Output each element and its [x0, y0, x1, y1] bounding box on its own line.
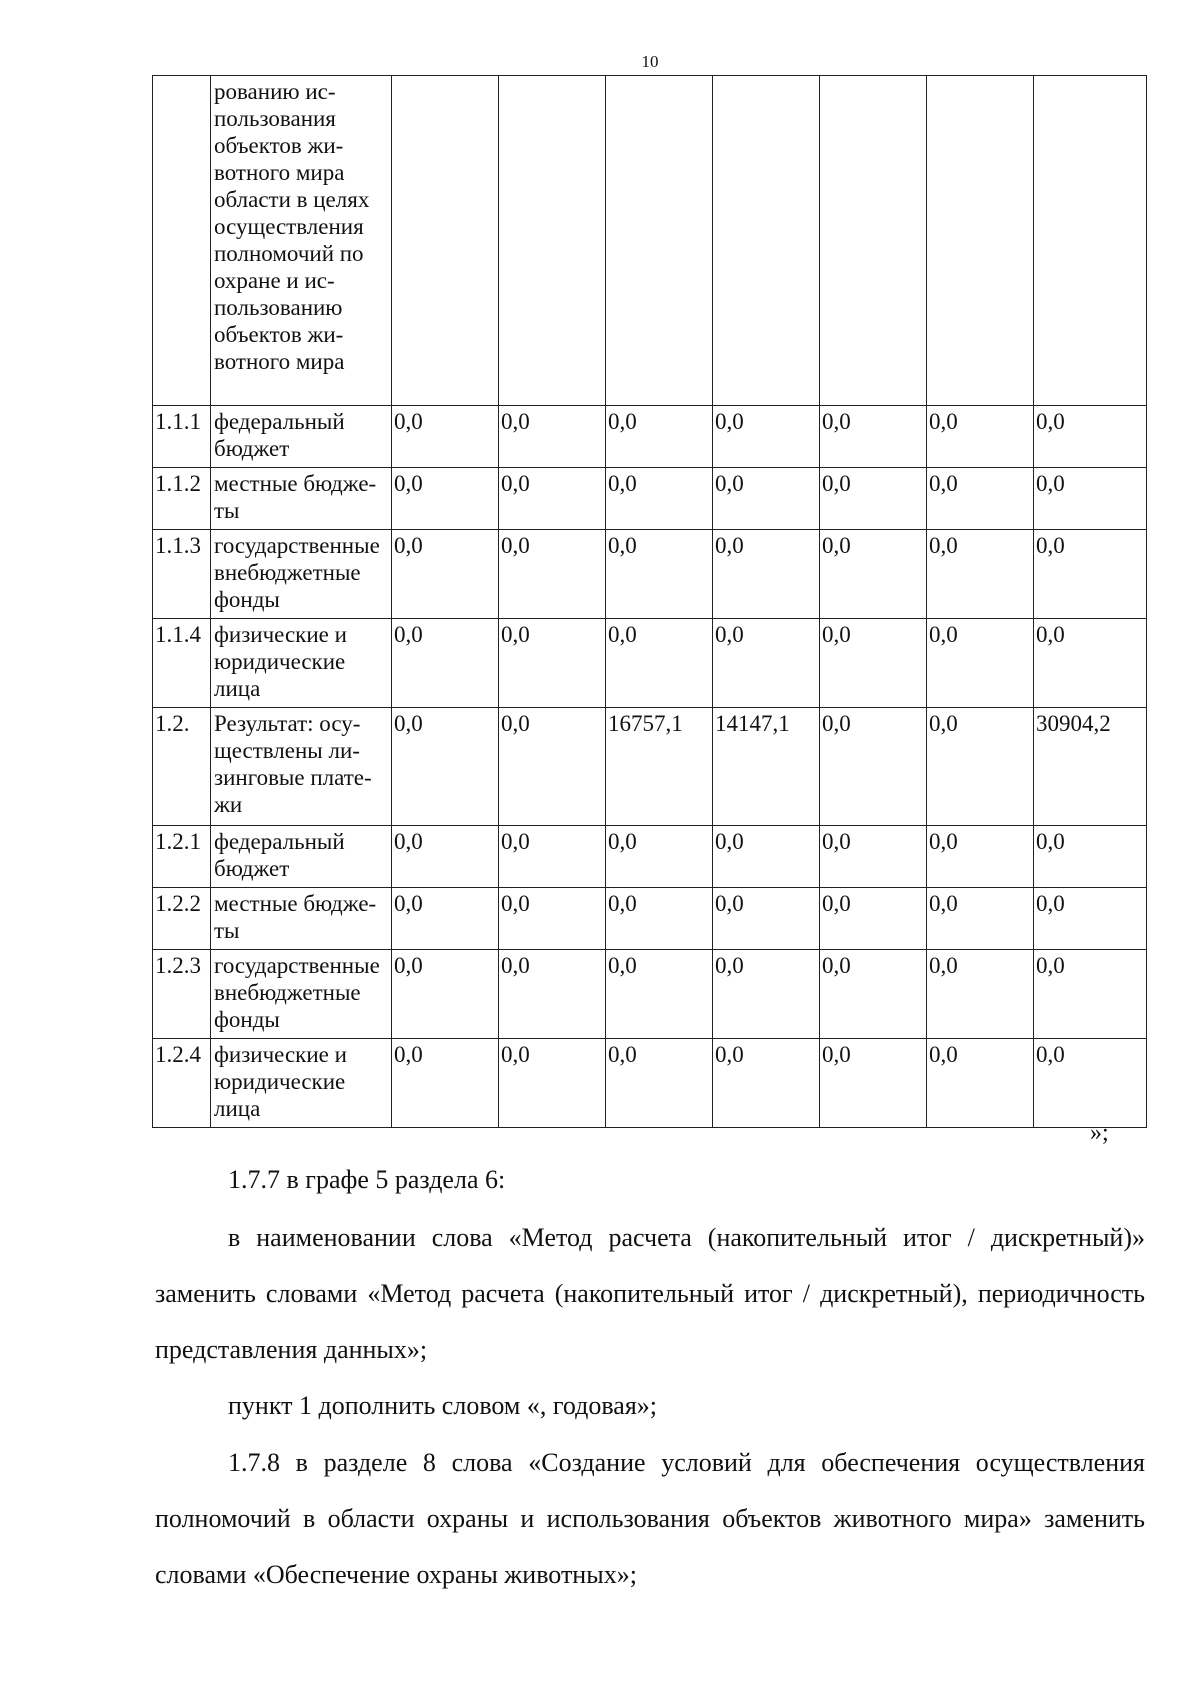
value-cell: 0,0 — [713, 530, 820, 619]
value-cell: 0,0 — [820, 888, 927, 950]
value-cell — [927, 76, 1034, 406]
value-cell: 0,0 — [1034, 406, 1147, 468]
value-cell: 0,0 — [820, 619, 927, 708]
value-cell: 0,0 — [392, 708, 499, 826]
value-cell: 0,0 — [606, 826, 713, 888]
value-cell: 0,0 — [606, 468, 713, 530]
paragraph-1-7-7: 1.7.7 в графе 5 раздела 6: — [228, 1165, 506, 1194]
value-cell: 0,0 — [606, 888, 713, 950]
value-cell: 0,0 — [927, 1039, 1034, 1128]
value-cell: 0,0 — [713, 468, 820, 530]
row-label: федеральный бюджет — [211, 406, 392, 468]
value-cell: 0,0 — [392, 888, 499, 950]
table-row — [153, 1039, 1147, 1128]
value-cell: 0,0 — [713, 950, 820, 1039]
table-body — [153, 76, 1147, 1128]
row-number: 1.2.1 — [153, 826, 211, 888]
value-cell: 0,0 — [1034, 468, 1147, 530]
value-cell — [606, 76, 713, 406]
value-cell: 0,0 — [713, 826, 820, 888]
value-cell: 0,0 — [606, 1039, 713, 1128]
table-row — [153, 619, 1147, 708]
value-cell: 0,0 — [392, 406, 499, 468]
table-row — [153, 76, 1147, 406]
value-cell: 0,0 — [927, 888, 1034, 950]
value-cell: 0,0 — [820, 708, 927, 826]
closing-quote-mark: »; — [1090, 1120, 1109, 1146]
value-cell: 0,0 — [820, 530, 927, 619]
page-number: 10 — [641, 52, 659, 71]
row-number: 1.1.4 — [153, 619, 211, 708]
value-cell: 0,0 — [392, 530, 499, 619]
value-cell: 0,0 — [606, 950, 713, 1039]
financing-table — [152, 75, 1147, 1128]
value-cell: 0,0 — [1034, 826, 1147, 888]
row-label: местные бюдже- ты — [211, 888, 392, 950]
paragraph-rename-method: в наименовании слова «Метод расчета (накопительный итог / дискретный)» заменить словами «Метод расчета (накопительный итог / дискретный), периодичность представления данных»; — [155, 1223, 1145, 1364]
row-number: 1.2.4 — [153, 1039, 211, 1128]
value-cell: 0,0 — [606, 406, 713, 468]
table-row — [153, 406, 1147, 468]
value-cell: 0,0 — [713, 888, 820, 950]
value-cell: 0,0 — [1034, 619, 1147, 708]
value-cell: 0,0 — [606, 530, 713, 619]
row-number: 1.2.3 — [153, 950, 211, 1039]
value-cell — [713, 76, 820, 406]
row-label: государственные внебюджетные фонды — [211, 950, 392, 1039]
value-cell: 0,0 — [927, 708, 1034, 826]
value-cell: 0,0 — [927, 826, 1034, 888]
value-cell: 0,0 — [820, 406, 927, 468]
value-cell: 0,0 — [499, 619, 606, 708]
value-cell — [1034, 76, 1147, 406]
value-cell: 0,0 — [392, 950, 499, 1039]
value-cell: 0,0 — [499, 468, 606, 530]
table-row — [153, 530, 1147, 619]
paragraph-item-1: пункт 1 дополнить словом «, годовая»; — [228, 1391, 658, 1420]
table-row — [153, 888, 1147, 950]
value-cell: 0,0 — [606, 619, 713, 708]
row-label: физические и юридические лица — [211, 619, 392, 708]
value-cell: 0,0 — [820, 1039, 927, 1128]
value-cell: 16757,1 — [606, 708, 713, 826]
value-cell: 0,0 — [1034, 1039, 1147, 1128]
row-number: 1.2. — [153, 708, 211, 826]
value-cell: 0,0 — [499, 826, 606, 888]
table-row — [153, 826, 1147, 888]
row-label: Результат: осу- ществлены ли- зинговые плате- жи — [211, 708, 392, 826]
value-cell: 0,0 — [499, 1039, 606, 1128]
value-cell: 0,0 — [1034, 530, 1147, 619]
row-label: государственные внебюджетные фонды — [211, 530, 392, 619]
value-cell: 0,0 — [820, 950, 927, 1039]
value-cell: 0,0 — [499, 530, 606, 619]
row-number: 1.1.2 — [153, 468, 211, 530]
row-label: федеральный бюджет — [211, 826, 392, 888]
value-cell: 0,0 — [499, 406, 606, 468]
value-cell: 0,0 — [1034, 888, 1147, 950]
value-cell: 0,0 — [927, 530, 1034, 619]
value-cell: 0,0 — [392, 619, 499, 708]
value-cell: 0,0 — [927, 619, 1034, 708]
value-cell — [820, 76, 927, 406]
value-cell: 0,0 — [927, 468, 1034, 530]
value-cell: 0,0 — [499, 888, 606, 950]
value-cell: 0,0 — [1034, 950, 1147, 1039]
value-cell: 0,0 — [392, 468, 499, 530]
value-cell: 0,0 — [499, 708, 606, 826]
value-cell: 0,0 — [820, 826, 927, 888]
paragraph-1-7-8: 1.7.8 в разделе 8 слова «Создание условий для обеспечения осуществления полномочий в области охраны и использования объектов животного мира» заменить словами «Обеспечение охраны животных»; — [155, 1448, 1145, 1589]
row-number — [153, 76, 211, 406]
row-number: 1.2.2 — [153, 888, 211, 950]
value-cell: 0,0 — [499, 950, 606, 1039]
table-row — [153, 468, 1147, 530]
row-number: 1.1.3 — [153, 530, 211, 619]
value-cell: 0,0 — [713, 619, 820, 708]
value-cell: 14147,1 — [713, 708, 820, 826]
row-label: физические и юридические лица — [211, 1039, 392, 1128]
value-cell: 0,0 — [820, 468, 927, 530]
value-cell: 0,0 — [392, 826, 499, 888]
value-cell: 0,0 — [927, 406, 1034, 468]
value-cell: 0,0 — [713, 1039, 820, 1128]
value-cell — [499, 76, 606, 406]
value-cell: 0,0 — [392, 1039, 499, 1128]
row-number: 1.1.1 — [153, 406, 211, 468]
table-row — [153, 708, 1147, 826]
row-label: рованию ис- пользования объектов жи- вотного мира области в целях осуществления полномочий по охране и ис- пользованию объектов жи- вотного мира — [211, 76, 392, 406]
value-cell — [392, 76, 499, 406]
row-label: местные бюдже- ты — [211, 468, 392, 530]
table-row — [153, 950, 1147, 1039]
value-cell: 0,0 — [713, 406, 820, 468]
value-cell: 30904,2 — [1034, 708, 1147, 826]
value-cell: 0,0 — [927, 950, 1034, 1039]
